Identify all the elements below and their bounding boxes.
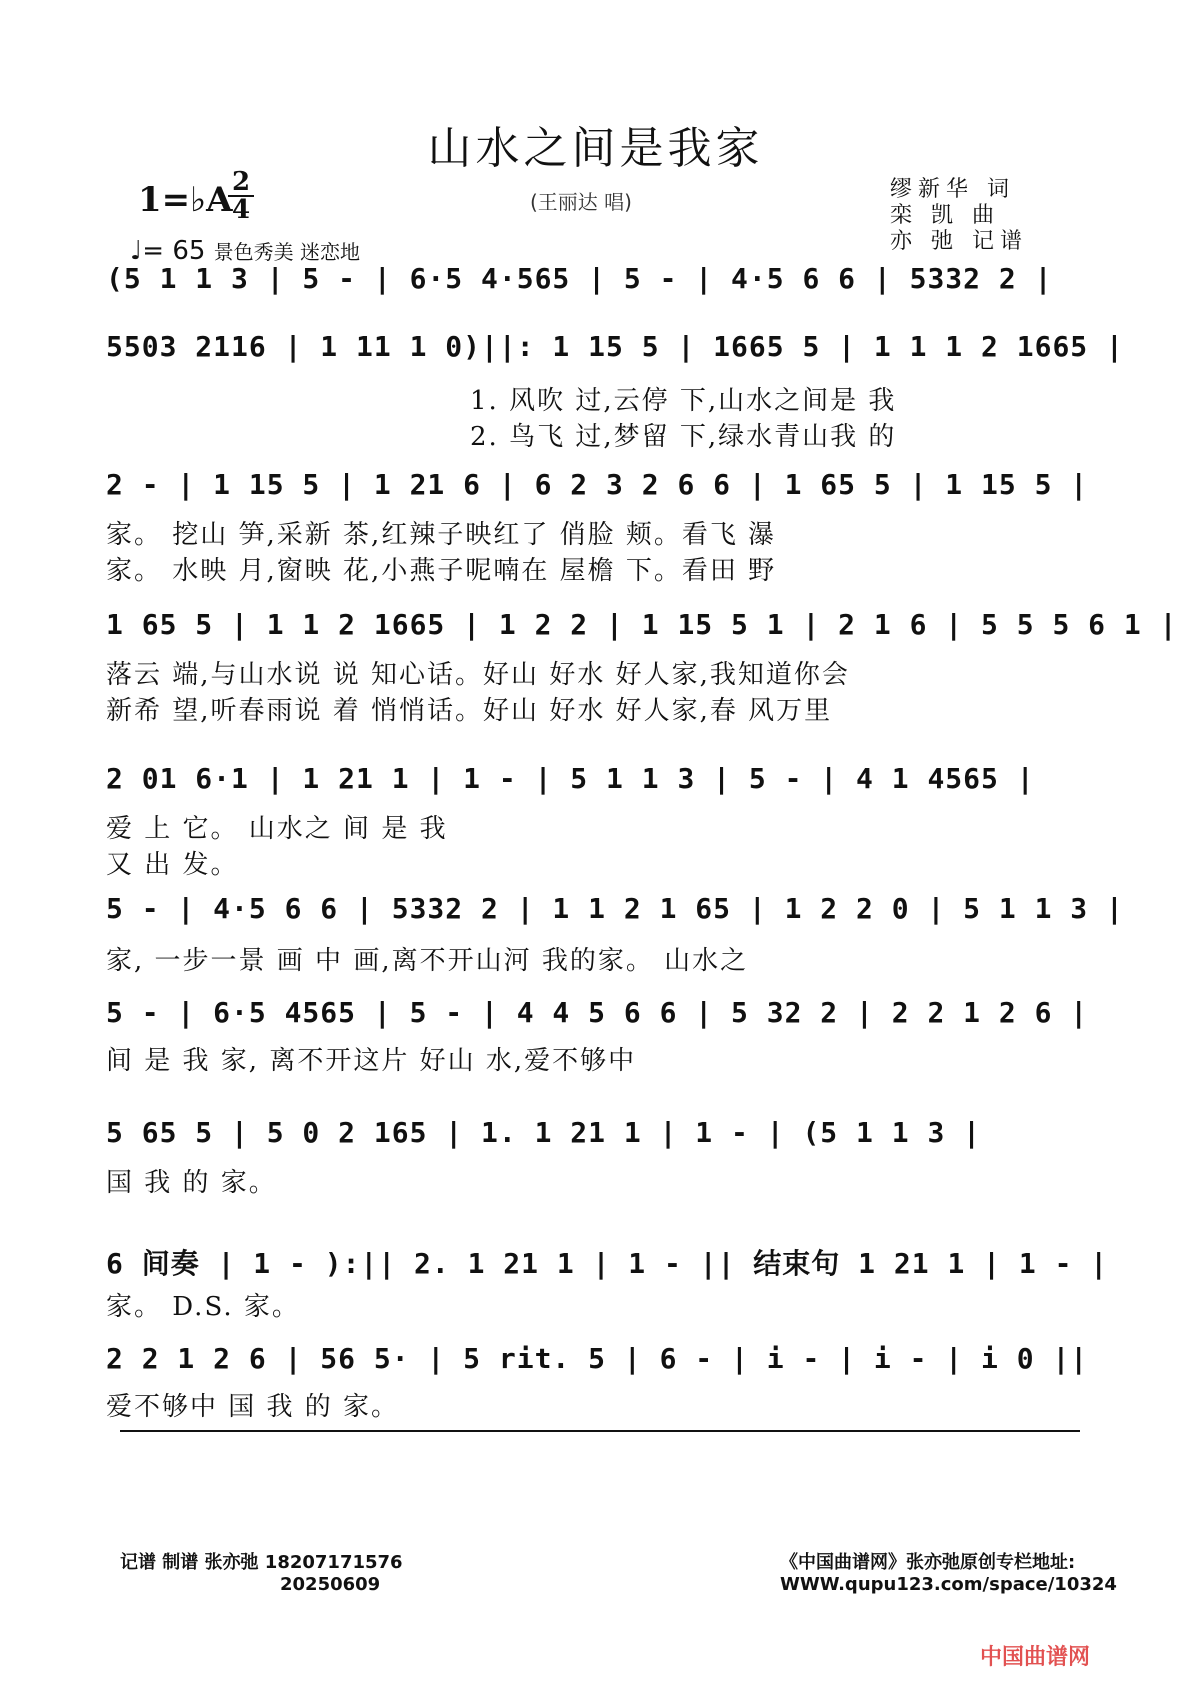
- score-line: 5 - | 6·5 4565 | 5 - | 4 4 5 6 6 | 5 32 2 | 2 2 1 2 6 |: [106, 996, 1089, 1029]
- meter-top: 2: [231, 167, 251, 197]
- score-line: 1 65 5 | 1 1 2 1665 | 1 2 2 | 1 15 5 1 | 2 1 6 | 5 5 5 6 1 |: [106, 608, 1178, 641]
- lyric-line: 新希 望,听春雨说 着 悄悄话。好山 好水 好人家,春 风万里: [106, 696, 833, 726]
- lyric-line: 落云 端,与山水说 说 知心话。好山 好水 好人家,我知道你会: [106, 660, 850, 690]
- lyric-line: 家。 D.S. 家。: [106, 1292, 300, 1322]
- lyric-line: 1. 风吹 过,云停 下,山水之间是 我: [470, 386, 897, 416]
- composer-credit: 栾 凯 曲: [890, 203, 1000, 228]
- mood-text: 景色秀美 迷恋地: [213, 240, 361, 264]
- lyric-line: 家, 一步一景 画 中 画,离不开山河 我的家。 山水之: [106, 946, 749, 976]
- lyric-line: 间 是 我 家, 离不开这片 好山 水,爱不够中: [106, 1046, 637, 1076]
- score-line: 5 - | 4·5 6 6 | 5332 2 | 1 1 2 1 65 | 1 2 2 0 | 5 1 1 3 |: [106, 892, 1124, 925]
- singer-credit: (王丽达 唱): [530, 190, 632, 214]
- footer-site-url[interactable]: WWW.qupu123.com/space/10324: [780, 1574, 1117, 1595]
- transcriber-credit: 亦 弛 记谱: [890, 229, 1028, 254]
- page-title: 山水之间是我家: [427, 123, 764, 174]
- score-line: 2 2 1 2 6 | 56 5· | 5 rit. 5 | 6 - | i - | i - | i 0 ||: [106, 1342, 1089, 1375]
- lyric-line: 爱 上 它。 山水之 间 是 我: [106, 814, 448, 844]
- score-line: 5 65 5 | 5 0 2 165 | 1. 1 21 1 | 1 - | (5 1 1 3 |: [106, 1116, 982, 1149]
- lyricist-credit: 缪新华 词: [890, 177, 1015, 202]
- score-line: 5503 2116 | 1 11 1 0)||: 1 15 5 | 1665 5 | 1 1 1 2 1665 |: [106, 330, 1124, 363]
- lyric-line: 2. 鸟飞 过,梦留 下,绿水青山我 的: [470, 422, 897, 452]
- score-line: 2 - | 1 15 5 | 1 21 6 | 6 2 3 2 6 6 | 1 65 5 | 1 15 5 |: [106, 468, 1089, 501]
- key-signature: 1=♭A: [138, 180, 233, 220]
- score-line: (5 1 1 3 | 5 - | 6·5 4·565 | 5 - | 4·5 6 6 | 5332 2 |: [106, 262, 1053, 295]
- time-signature: [228, 167, 254, 225]
- footer-site-label: 《中国曲谱网》张亦弛原创专栏地址:: [780, 1552, 1076, 1573]
- score-line: 6 间奏 | 1 - ):|| 2. 1 21 1 | 1 - || 结束句 1 21 1 | 1 - |: [106, 1247, 1109, 1280]
- lyric-line: 又 出 发。: [106, 850, 239, 880]
- footer-divider: [120, 1430, 1080, 1432]
- score-line: 2 01 6·1 | 1 21 1 | 1 - | 5 1 1 3 | 5 - | 4 1 4565 |: [106, 762, 1035, 795]
- lyric-line: 国 我 的 家。: [106, 1168, 277, 1198]
- lyric-line: 家。 水映 月,窗映 花,小燕子呢喃在 屋檐 下。看田 野: [106, 556, 777, 586]
- tempo-value: ♩= 65: [130, 236, 206, 266]
- footer-right: [780, 1548, 1117, 1595]
- footer-transcriber: 记谱 制谱 张亦弛 18207171576: [120, 1552, 403, 1573]
- lyric-line: 爱不够中 国 我 的 家。: [106, 1392, 400, 1422]
- footer-date: 20250609: [280, 1574, 381, 1595]
- footer-left: [120, 1548, 403, 1595]
- lyric-line: 家。 挖山 笋,采新 茶,红辣子映红了 俏脸 颊。看飞 瀑: [106, 520, 777, 550]
- meter-bottom: 4: [231, 195, 251, 225]
- watermark-logo: 中国曲谱网: [980, 1645, 1091, 1670]
